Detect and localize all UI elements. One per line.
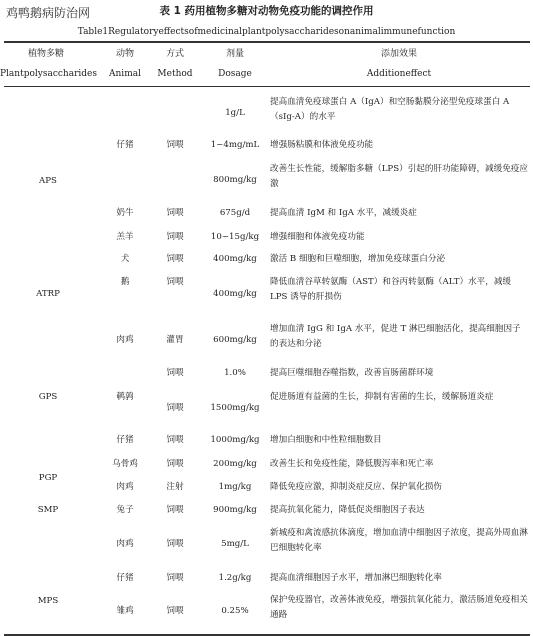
dosage-cell: 200mg/kg — [213, 459, 257, 469]
dosage-cell: 5mg/L — [221, 539, 249, 549]
animal-cell: 肉鸡 — [116, 335, 134, 345]
header-rule — [4, 86, 530, 87]
dosage-cell: 1.2g/kg — [218, 573, 252, 583]
effect-cell: 降低血清谷草转氨酶（AST）和谷丙转氨酶（ALT）水平，减缓 LPS 诱导的肝损伤 — [270, 277, 512, 302]
dosage-cell: 0.25% — [221, 606, 249, 616]
dosage-cell: 10~15g/kg — [210, 232, 260, 242]
header-animal-en: Animal — [109, 69, 141, 79]
dosage-cell: 1000mg/kg — [210, 435, 260, 445]
animal-cell: 犬 — [120, 254, 130, 264]
header-plant-cn: 植物多糖 — [27, 49, 64, 59]
method-cell: 饲喂 — [166, 368, 184, 378]
dosage-cell: 900mg/kg — [213, 505, 257, 515]
dosage-cell: 1g/L — [225, 108, 245, 118]
header-effect-cn: 添加效果 — [380, 49, 417, 59]
top-rule — [4, 41, 530, 43]
effect-cell: 提高抗氧化能力，降低促炎细胞因子表达 — [270, 505, 425, 515]
header-effect-en: Additioneffect — [366, 69, 432, 79]
effect-cell: 激活 B 细胞和巨噬细胞，增加免疫球蛋白分泌 — [270, 254, 446, 264]
effect-cell: 降低免疫应激，抑制炎症反应、保护氧化损伤 — [270, 482, 442, 492]
animal-cell: 仔猪 — [116, 435, 134, 445]
dosage-cell: 1~4mg/mL — [210, 140, 260, 150]
effect-cell: 提高血清 IgM 和 IgA 水平，减缓炎症 — [270, 208, 417, 218]
animal-cell: 鹅 — [120, 277, 130, 287]
animal-cell: 仔猪 — [116, 573, 134, 583]
group-label: SMP — [37, 505, 59, 515]
group-label: PGP — [38, 473, 58, 483]
dosage-cell: 675g/d — [219, 208, 251, 218]
effect-cell: 提高血清免疫球蛋白 A（IgA）和空肠黏膜分泌型免疫球蛋白 A（sIg-A）的水平 — [270, 97, 510, 122]
animal-cell: 仔猪 — [116, 140, 134, 150]
table-subtitle: Table1Regulatoryeffectsofmedicinalplantpolysaccharidesonanimalimmunefunction — [77, 27, 456, 37]
header-method-cn: 方式 — [165, 49, 184, 59]
animal-cell: 鹌鹑 — [116, 392, 134, 402]
effect-cell: 提高血清细胞因子水平，增加淋巴细胞转化率 — [270, 573, 442, 583]
method-cell: 饲喂 — [166, 539, 184, 549]
animal-cell: 羔羊 — [116, 232, 134, 242]
method-cell: 饲喂 — [166, 459, 184, 469]
bottom-rule — [4, 634, 530, 636]
effect-cell: 改善生长性能，缓解脂多糖（LPS）引起的肝功能障碍，减缓免疫应激 — [270, 164, 529, 189]
group-label: APS — [39, 176, 57, 186]
animal-cell: 肉鸡 — [116, 539, 134, 549]
dosage-cell: 600mg/kg — [213, 335, 257, 345]
effect-cell: 促进肠道有益菌的生长，抑制有害菌的生长，缓解肠道炎症 — [270, 392, 494, 402]
group-label: MPS — [37, 596, 59, 606]
dosage-cell: 1.0% — [224, 368, 246, 378]
group-label: ATRP — [36, 289, 60, 299]
dosage-cell: 800mg/kg — [213, 175, 257, 185]
animal-cell: 雏鸡 — [116, 606, 134, 616]
effect-cell: 保护免疫器官，改善体液免疫，增强抗氧化能力，激活肠道免疫相关通路 — [270, 595, 528, 620]
dosage-cell: 400mg/kg — [213, 289, 257, 299]
method-cell: 饲喂 — [166, 573, 184, 583]
effect-cell: 增加血清 IgG 和 IgA 水平，促进 T 淋巴细胞活化，提高细胞因子的表达和分泌 — [270, 324, 521, 349]
table-title: 表 1 药用植物多糖对动物免疫功能的调控作用 — [159, 5, 374, 17]
method-cell: 灌胃 — [166, 335, 184, 345]
method-cell: 饲喂 — [166, 435, 184, 445]
effect-cell: 提高巨噬细胞吞噬指数，改善盲肠菌群环境 — [270, 368, 434, 378]
method-cell: 饲喂 — [166, 277, 184, 287]
method-cell: 饲喂 — [166, 254, 184, 264]
effect-cell: 增加白细胞和中性粒细胞数目 — [270, 435, 382, 445]
group-label: GPS — [38, 392, 58, 402]
effect-cell: 增强肠粘膜和体液免疫功能 — [270, 140, 374, 150]
animal-cell: 肉鸡 — [116, 482, 134, 492]
animal-cell: 乌骨鸡 — [112, 459, 138, 469]
dosage-cell: 400mg/kg — [213, 254, 257, 264]
effect-cell: 新城疫和禽流感抗体滴度，增加血清中细胞因子浓度，提高外周血淋巴细胞转化率 — [270, 528, 528, 553]
method-cell: 饲喂 — [166, 208, 184, 218]
method-cell: 饲喂 — [166, 505, 184, 515]
dosage-cell: 1mg/kg — [218, 482, 252, 492]
header-dosage-en: Dosage — [218, 69, 252, 79]
method-cell: 饲喂 — [166, 140, 184, 150]
method-cell: 注射 — [166, 482, 184, 492]
method-cell: 饲喂 — [166, 606, 184, 616]
header-method-en: Method — [157, 69, 193, 79]
animal-cell: 兔子 — [116, 505, 134, 515]
dosage-cell: 1500mg/kg — [210, 403, 260, 413]
site-watermark: 鸡鸭鹅病防治网 — [6, 6, 91, 20]
method-cell: 饲喂 — [166, 403, 184, 413]
animal-cell: 奶牛 — [116, 208, 134, 218]
method-cell: 饲喂 — [166, 232, 184, 242]
header-animal-cn: 动物 — [115, 49, 134, 59]
effect-cell: 增强细胞和体液免疫功能 — [270, 232, 365, 242]
header-plant-en: Plantpolysaccharides — [0, 69, 97, 79]
effect-cell: 改善生长和免疫性能，降低腹泻率和死亡率 — [270, 459, 434, 469]
header-dosage-cn: 剂量 — [225, 49, 244, 59]
